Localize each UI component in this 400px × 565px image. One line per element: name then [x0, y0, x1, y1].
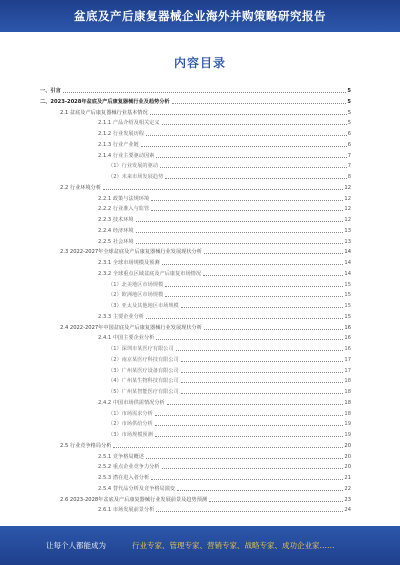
toc-entry[interactable]	[98, 473, 351, 482]
toc-heading: 内容目录	[173, 56, 226, 70]
toc-page-number: 12	[344, 206, 351, 213]
toc-entry-text: 2.2.4 经济环境	[98, 227, 134, 234]
toc-entry-text: 2.3.3 主要企业分析	[98, 313, 144, 320]
toc-page-number: 19	[344, 432, 351, 438]
toc-dot-leader	[155, 415, 344, 416]
toc-page-number: 18	[344, 389, 351, 395]
toc-entry-text: 2.5.2 重点企业竞争力分析	[98, 464, 160, 471]
toc-dot-leader	[156, 339, 343, 340]
toc-entry-text: 2.1.3 行业产业链	[98, 141, 139, 148]
toc-page-number: 20	[344, 453, 351, 460]
toc-dot-leader	[177, 490, 343, 491]
toc-dot-leader	[150, 114, 347, 115]
toc-dot-leader	[113, 447, 343, 448]
toc-page-number: 7	[347, 163, 351, 170]
toc-entry-text: 二、2023-2028年盆底及产后康复器械行业及趋势分析	[40, 98, 170, 105]
toc-page-number: 13	[344, 238, 351, 245]
toc-dot-leader	[162, 264, 344, 265]
toc-page-number: 5	[347, 88, 351, 94]
toc-dot-leader	[165, 286, 343, 287]
toc-entry[interactable]	[98, 237, 351, 246]
toc-entry[interactable]	[98, 151, 351, 160]
toc-entry-text: （1）行业发展的驱动	[108, 163, 158, 170]
toc-entry[interactable]	[98, 452, 351, 461]
toc-entry[interactable]	[60, 247, 351, 256]
toc-entry-text: 2.5.1 竞争格局概述	[98, 453, 144, 460]
toc-entry-text: （3）市场规模预测	[108, 432, 153, 438]
toc-dot-leader	[167, 404, 344, 405]
toc-entry-text: 2.1 盆底及产后康复器械行业基本情况	[60, 109, 148, 116]
toc-entry[interactable]	[60, 495, 351, 504]
toc-page-number: 12	[344, 217, 351, 223]
toc-page-number: 15	[344, 313, 351, 320]
toc-entry[interactable]	[40, 97, 351, 106]
toc-entry-text: （1）北美地区市场规模	[108, 281, 164, 288]
report-title: 盆底及产后康复器械企业海外并购策略研究报告	[74, 9, 326, 23]
toc-dot-leader	[181, 307, 344, 308]
toc-dot-leader	[181, 382, 344, 383]
toc-entry[interactable]	[98, 505, 351, 514]
toc-entry-text: （2）未来市场发展趋势	[108, 174, 164, 180]
toc-entry-text: 一、引言	[40, 88, 61, 94]
toc-page-number: 16	[344, 335, 351, 342]
toc-page-number: 15	[344, 281, 351, 288]
toc-entry-text: 2.5.4 替代品分析及竞争格局演变	[98, 485, 176, 492]
toc-entry-text: 2.3.2 全球重点区域盆底及产后康复市场情况	[98, 270, 202, 277]
toc-dot-leader	[151, 479, 343, 480]
toc-entry[interactable]	[98, 204, 351, 213]
toc-page-number: 20	[344, 464, 351, 471]
toc-dot-leader	[63, 92, 347, 93]
toc-entry-text: （3）亚太及其他地区市场规模	[108, 303, 179, 309]
toc-entry[interactable]	[98, 269, 351, 278]
toc-entry[interactable]	[108, 344, 351, 353]
toc-page-number: 8	[347, 174, 351, 180]
toc-entry-text: 2.2.2 行业准入与监管	[98, 206, 150, 213]
footer-slogan: 让每个人都能成为	[46, 541, 106, 550]
toc-entry[interactable]	[60, 108, 351, 117]
toc-entry[interactable]	[60, 183, 351, 192]
footer-bar	[0, 526, 400, 565]
toc-page-number: 20	[344, 442, 351, 449]
toc-entry-text: （1）市场需求分析	[108, 410, 153, 417]
toc-entry-text: 2.5 行业竞争格局分析	[60, 442, 112, 449]
toc-entry[interactable]	[60, 323, 351, 332]
toc-entry[interactable]	[98, 258, 351, 267]
toc-entry-text: （2）市场供给分析	[108, 421, 153, 428]
toc-entry[interactable]	[108, 387, 351, 396]
toc-entry[interactable]	[108, 430, 351, 439]
toc-page-number: 15	[344, 303, 351, 309]
toc-dot-leader	[172, 103, 347, 104]
toc-entry-text: 2.6 2023-2028年盆底及产后康复器械行业发展前景及趋势预测	[60, 496, 208, 503]
toc-dot-leader	[141, 146, 347, 147]
toc-page-number: 12	[344, 195, 351, 202]
toc-page-number: 16	[344, 324, 351, 331]
toc-dot-leader	[176, 350, 344, 351]
toc-page-number: 21	[344, 475, 351, 481]
toc-dot-leader	[162, 124, 347, 125]
toc-entry-text: 2.4.2 中国市场供需情况分析	[98, 399, 165, 406]
toc-entry-text: 2.1.4 行业主要驱动因素	[98, 152, 155, 159]
toc-entry-text: （3）广州某医疗设备有限公司	[108, 367, 179, 374]
toc-entry[interactable]	[108, 409, 351, 418]
toc-entry[interactable]	[108, 172, 351, 181]
toc-page-number: 16	[344, 346, 351, 352]
toc-dot-leader	[151, 200, 343, 201]
toc-entry-text: 2.4.1 中国主要企业分析	[98, 335, 155, 342]
toc-dot-leader	[155, 425, 344, 426]
toc-page-number: 6	[347, 131, 351, 137]
toc-dot-leader	[165, 178, 347, 179]
toc-entry[interactable]	[108, 376, 351, 385]
toc-entry[interactable]	[98, 226, 351, 235]
toc-page-number: 7	[347, 152, 351, 159]
toc-dot-leader	[146, 135, 347, 136]
toc-entry[interactable]	[98, 462, 351, 471]
toc-dot-leader	[136, 221, 344, 222]
toc-page-number: 6	[347, 141, 351, 148]
toc-page-number: 18	[344, 399, 351, 406]
toc-entry-text: 2.2.1 政策与法规环境	[98, 195, 150, 202]
toc-entry-text: 2.2 行业环境分析	[60, 184, 102, 191]
toc-entry-text: （4）广州某生物科技有限公司	[108, 378, 179, 385]
toc-entry[interactable]	[98, 118, 351, 127]
toc-entry[interactable]	[108, 161, 351, 170]
toc-page-number: 24	[344, 507, 351, 514]
toc-dot-leader	[151, 210, 343, 211]
toc-page-number: 5	[347, 109, 351, 116]
toc-dot-leader	[203, 275, 343, 276]
toc-dot-leader	[146, 458, 343, 459]
toc-entry-text: （1）深圳市某医疗有限公司	[108, 346, 174, 352]
toc-entry-text: 2.6.1 市场发展前景分析	[98, 507, 155, 514]
toc-page-number: 19	[344, 421, 351, 428]
toc-dot-leader	[136, 232, 344, 233]
toc-dot-leader	[204, 253, 343, 254]
toc-dot-leader	[156, 157, 346, 158]
toc-dot-leader	[146, 318, 343, 319]
toc-entry[interactable]	[98, 484, 351, 493]
toc-entry[interactable]	[108, 301, 351, 310]
toc-entry[interactable]	[98, 194, 351, 203]
toc-dot-leader	[162, 468, 344, 469]
toc-entry-text: 2.5.3 潜在进入者分析	[98, 475, 150, 481]
toc-entry-text: 2.1.1 产品介绍及相关定义	[98, 120, 160, 127]
toc-dot-leader	[181, 372, 344, 373]
toc-entry[interactable]	[108, 355, 351, 364]
toc-page-number: 13	[344, 227, 351, 234]
report-header-bar	[0, 0, 400, 32]
toc-entry-text: 2.3 2022-2027年全球盆底及产后康复器械行业发展现状分析	[60, 249, 202, 256]
toc-entry[interactable]	[60, 441, 351, 450]
toc-dot-leader	[181, 361, 344, 362]
toc-page-number: 5	[347, 120, 351, 127]
toc-entry-text: 2.3.1 全球市场规模及预测	[98, 260, 160, 266]
toc-entry-text: （5）广州某智能医疗有限公司	[108, 389, 179, 395]
toc-dot-leader	[155, 436, 344, 437]
toc-dot-leader	[136, 243, 344, 244]
toc-entry[interactable]	[98, 215, 351, 224]
toc-page-number: 23	[344, 496, 351, 503]
toc-entry[interactable]	[98, 333, 351, 342]
footer-roles: 行业专家、管理专家、营销专家、战略专家、成功企业家……	[132, 541, 335, 550]
toc-entry[interactable]	[98, 312, 351, 321]
toc-dot-leader	[156, 511, 343, 512]
toc-entry-text: 2.2.5 社会环境	[98, 238, 134, 245]
toc-dot-leader	[160, 167, 347, 168]
toc-dot-leader	[209, 501, 343, 502]
toc-entry[interactable]	[108, 280, 351, 289]
toc-page-number: 17	[344, 356, 351, 363]
toc-page-number: 15	[344, 292, 351, 299]
toc-entry[interactable]	[108, 290, 351, 299]
toc-entry-text: 2.1.2 行业发展历程	[98, 131, 144, 137]
toc-dot-leader	[103, 189, 343, 190]
toc-entry-text: （2）南京某医疗科技有限公司	[108, 356, 179, 363]
toc-page-number: 14	[344, 249, 351, 256]
toc-entry[interactable]	[98, 129, 351, 138]
toc-page-number: 18	[344, 410, 351, 417]
toc-entry[interactable]	[98, 140, 351, 149]
toc-page-number: 12	[344, 184, 351, 191]
toc-page-number: 5	[347, 98, 351, 105]
toc-dot-leader	[165, 296, 343, 297]
toc-entry[interactable]	[40, 86, 351, 95]
toc-page-number: 17	[344, 367, 351, 374]
toc-dot-leader	[204, 329, 343, 330]
toc-entry[interactable]	[108, 366, 351, 375]
toc-entry[interactable]	[108, 419, 351, 428]
toc-page-number: 14	[344, 270, 351, 277]
toc-page-number: 22	[344, 485, 351, 492]
toc-dot-leader	[181, 393, 344, 394]
toc-page-number: 18	[344, 378, 351, 385]
toc-page-number: 14	[344, 260, 351, 266]
toc-entry-text: 2.4 2022-2027年中国盆底及产后康复器械行业发展现状分析	[60, 324, 202, 331]
toc-entry-text: 2.2.3 技术环境	[98, 217, 134, 223]
toc-entry[interactable]	[98, 398, 351, 407]
toc-entry-text: （2）欧洲地区市场规模	[108, 292, 164, 299]
